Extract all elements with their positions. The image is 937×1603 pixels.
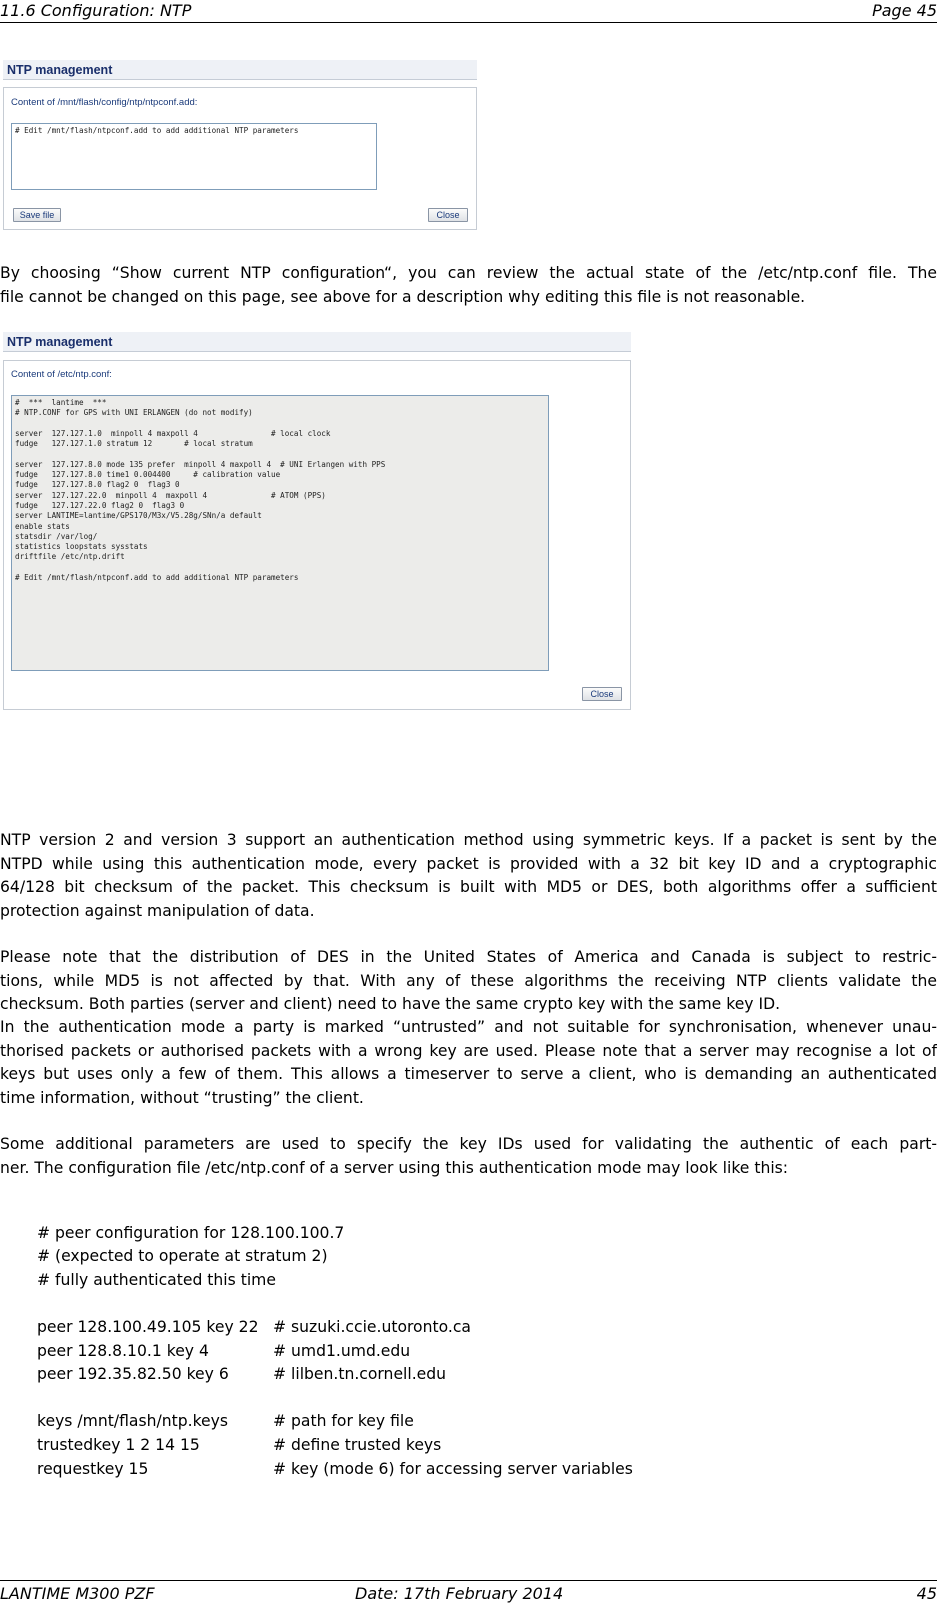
page-footer: [0, 1580, 937, 1603]
code-line-cmd: requestkey 15: [37, 1460, 149, 1478]
code-line-cmd: trustedkey 1 2 14 15: [37, 1436, 200, 1454]
header-section-title: 11.6 Configuration: NTP: [0, 1, 192, 20]
panel-title: NTP management: [3, 60, 477, 80]
close-button[interactable]: Close: [582, 687, 622, 701]
code-line-cmd: peer 128.100.49.105 key 22: [37, 1318, 259, 1336]
paragraph-authentication: NTP version 2 and version 3 support an authentication method using symmetric keys. If a packet is sent by the NTPD while using this authentication mode, every packet is provided with a 32 bit key ID and a cryptographic 64/128 bit checksum of the packet. This checksum is built with MD5 or DES, both algorithms offer a sufficient protection against manipulation of data.: [0, 831, 937, 920]
code-comment: # (expected to operate at stratum 2): [37, 1247, 328, 1265]
footer-product: LANTIME M300 PZF: [0, 1584, 155, 1603]
header-page-number: Page 45: [872, 1, 937, 20]
page-header: [0, 0, 937, 23]
code-comment: # peer configuration for 128.100.100.7: [37, 1224, 345, 1242]
paragraph-untrusted: In the authentication mode a party is marked “untrusted” and not suitable for synchronisation, whenever unau- thorised packets or authorised packets with a wrong key are used. Please note that a server may recognise a lot of keys but uses only a few of them. This allows a timeserver to serve a client, who is demanding an authenticated time information, without “trusting” the client.: [0, 1018, 937, 1107]
code-line-cmd: peer 128.8.10.1 key 4: [37, 1342, 209, 1360]
paragraph-show-config: By choosing “Show current NTP configuration“, you can review the actual state of the /etc/ntp.conf file. The file cannot be changed on this page, see above for a description why editing this file is not reasonable.: [0, 264, 937, 306]
panel-title: NTP management: [3, 332, 631, 352]
code-line-comment: # key (mode 6) for accessing server variables: [273, 1460, 633, 1478]
code-line-comment: # suzuki.ccie.utoronto.ca: [273, 1318, 471, 1336]
code-line-comment: # path for key file: [273, 1412, 414, 1430]
paragraph-key-ids: Some additional parameters are used to specify the key IDs used for validating the authentic of each part- ner. The configuration file /etc/ntp.conf of a server using this authentication mode may look like this:: [0, 1135, 937, 1177]
close-button[interactable]: Close: [428, 208, 468, 222]
footer-page-number: 45: [916, 1584, 937, 1603]
ntp-conf-textarea-readonly[interactable]: # *** lantime *** # NTP.CONF for GPS with UNI ERLANGEN (do not modify) server 127.127.1.0 minpoll 4 maxpoll 4 # local clock fudge 127.127.1.0 stratum 12 # local stratum server 127.127.8.0 mode 135 prefer minpoll 4 maxpoll 4 # UNI Erlangen with PPS fudge 127.127.8.0 time1 0.004400 # calibration value fudge 127.127.8.0 flag2 0 flag3 0 server 127.127.22.0 minpoll 4 maxpoll 4 # ATOM (PPS) fudge 127.127.22.0 flag2 0 flag3 0 server LANTIME=lantime/GPS170/M3x/V5.28g/SNn/a default enable stats statsdir /var/log/ statistics loopstats sysstats driftfile /etc/ntp.drift # Edit /mnt/flash/ntpconf.add to add additional NTP parameters: [11, 395, 549, 671]
code-line-cmd: keys /mnt/flash/ntp.keys: [37, 1412, 228, 1430]
paragraph-des-restrictions: Please note that the distribution of DES in the United States of America and Canada is subject to restric- tions, while MD5 is not affected by that. With any of these algorithms the receiving NTP clients validate the checksum. Both parties (server and client) need to have the same crypto key with the same key ID.: [0, 948, 937, 1013]
code-comment: # fully authenticated this time: [37, 1271, 276, 1289]
code-line-comment: # lilben.tn.cornell.edu: [273, 1365, 447, 1383]
content-label: Content of /mnt/flash/config/ntp/ntpconf.add:: [11, 97, 198, 108]
code-line-comment: # umd1.umd.edu: [273, 1342, 411, 1360]
code-line-cmd: peer 192.35.82.50 key 6: [37, 1365, 229, 1383]
code-line-comment: # define trusted keys: [273, 1436, 442, 1454]
save-file-button[interactable]: Save file: [13, 208, 61, 222]
ntpconf-add-textarea[interactable]: # Edit /mnt/flash/ntpconf.add to add additional NTP parameters: [11, 123, 377, 190]
content-label: Content of /etc/ntp.conf:: [11, 369, 112, 380]
footer-date: Date: 17th February 2014: [355, 1584, 564, 1603]
